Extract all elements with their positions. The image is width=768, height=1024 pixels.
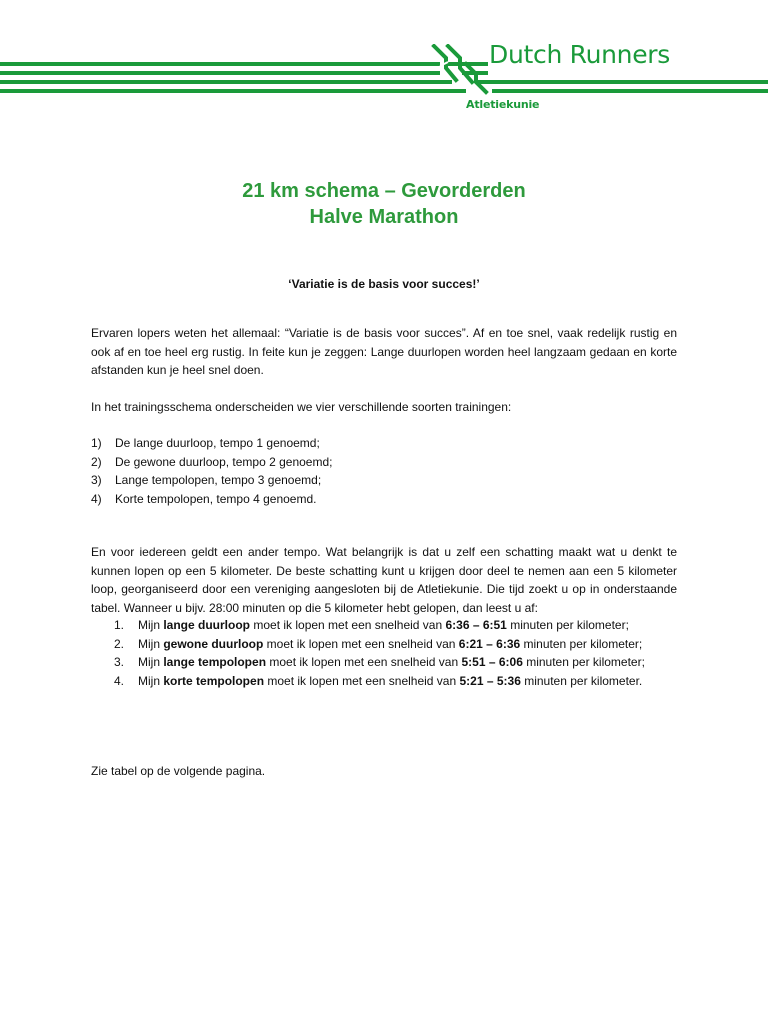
list-item — [114, 616, 677, 635]
list-item — [91, 490, 677, 509]
intro-paragraph: Ervaren lopers weten het allemaal: “Variatie is de basis voor succes”. Af en toe snel, vaak redelijk rustig en ook af en toe heel erg rustig. In feite kun je zeggen: Lange duurlopen worden heel langzaam gedaan en korte afstanden kun je heel snel doen. — [91, 326, 677, 377]
list-text: Korte tempolopen, tempo 4 genoemd. — [115, 491, 317, 506]
list-number: 2. — [114, 636, 125, 651]
list-number: 3) — [91, 473, 102, 487]
list-item — [114, 653, 677, 672]
list-number: 2) — [91, 454, 102, 469]
brand-subtitle: Atletiekunie — [466, 98, 540, 111]
pace-list — [114, 616, 677, 690]
training-intro-paragraph: In het trainingsschema onderscheiden we vier verschillende soorten trainingen: — [91, 400, 512, 414]
list-text: Mijn korte tempolopen moet ik lopen met een snelheid van 5:21 – 5:36 minuten per kilometer. — [138, 673, 643, 688]
list-text: De lange duurloop, tempo 1 genoemd; — [115, 436, 320, 450]
list-text: Mijn lange tempolopen moet ik lopen met een snelheid van 5:51 – 6:06 minuten per kilometer; — [138, 655, 645, 669]
list-item — [91, 471, 677, 490]
pace-range: 5:51 – 6:06 — [461, 655, 523, 669]
pace-range: 6:36 – 6:51 — [445, 618, 507, 632]
closing-note: Zie tabel op de volgende pagina. — [91, 764, 266, 778]
brand-name: Dutch Runners — [489, 40, 671, 69]
training-type: gewone duurloop — [163, 636, 264, 651]
training-type: korte tempolopen — [163, 673, 265, 688]
page-title: 21 km schema – Gevorderden — [242, 180, 526, 202]
training-type: lange duurloop — [163, 618, 251, 632]
list-item — [114, 635, 677, 654]
training-types-list — [91, 434, 677, 508]
page-subtitle: Halve Marathon — [309, 206, 459, 228]
list-item — [91, 434, 677, 453]
list-text: Lange tempolopen, tempo 3 genoemd; — [115, 473, 322, 487]
pace-range: 6:21 – 6:36 — [458, 636, 521, 651]
list-number: 1. — [114, 618, 125, 632]
list-text: Mijn gewone duurloop moet ik lopen met een snelheid van 6:21 – 6:36 minuten per kilometer; — [138, 636, 643, 651]
motto: ‘Variatie is de basis voor succes!’ — [288, 277, 480, 291]
list-number: 4. — [114, 673, 125, 688]
list-item — [114, 672, 677, 691]
list-number: 1) — [91, 436, 102, 450]
list-number: 3. — [114, 655, 125, 669]
list-item — [91, 453, 677, 472]
list-number: 4) — [91, 491, 102, 506]
list-text: Mijn lange duurloop moet ik lopen met een snelheid van 6:36 – 6:51 minuten per kilometer; — [138, 618, 629, 632]
pace-range: 5:21 – 5:36 — [459, 673, 521, 688]
training-type: lange tempolopen — [163, 655, 267, 669]
list-text: De gewone duurloop, tempo 2 genoemd; — [115, 454, 333, 469]
tempo-paragraph: En voor iedereen geldt een ander tempo. Wat belangrijk is dat u zelf een schatting maakt wat u denkt te kunnen lopen op een 5 kilometer. De beste schatting kunt u krijgen door deel te nemen aan een 5 kilometer loop, georganiseerd door een vereniging aangesloten bij de Atletiekunie. Die tijd zoekt u op in onderstaande tabel. Wanneer u bijv. 28:00 minuten op die 5 kilometer hebt gelopen, dan leest u af: — [91, 545, 677, 615]
